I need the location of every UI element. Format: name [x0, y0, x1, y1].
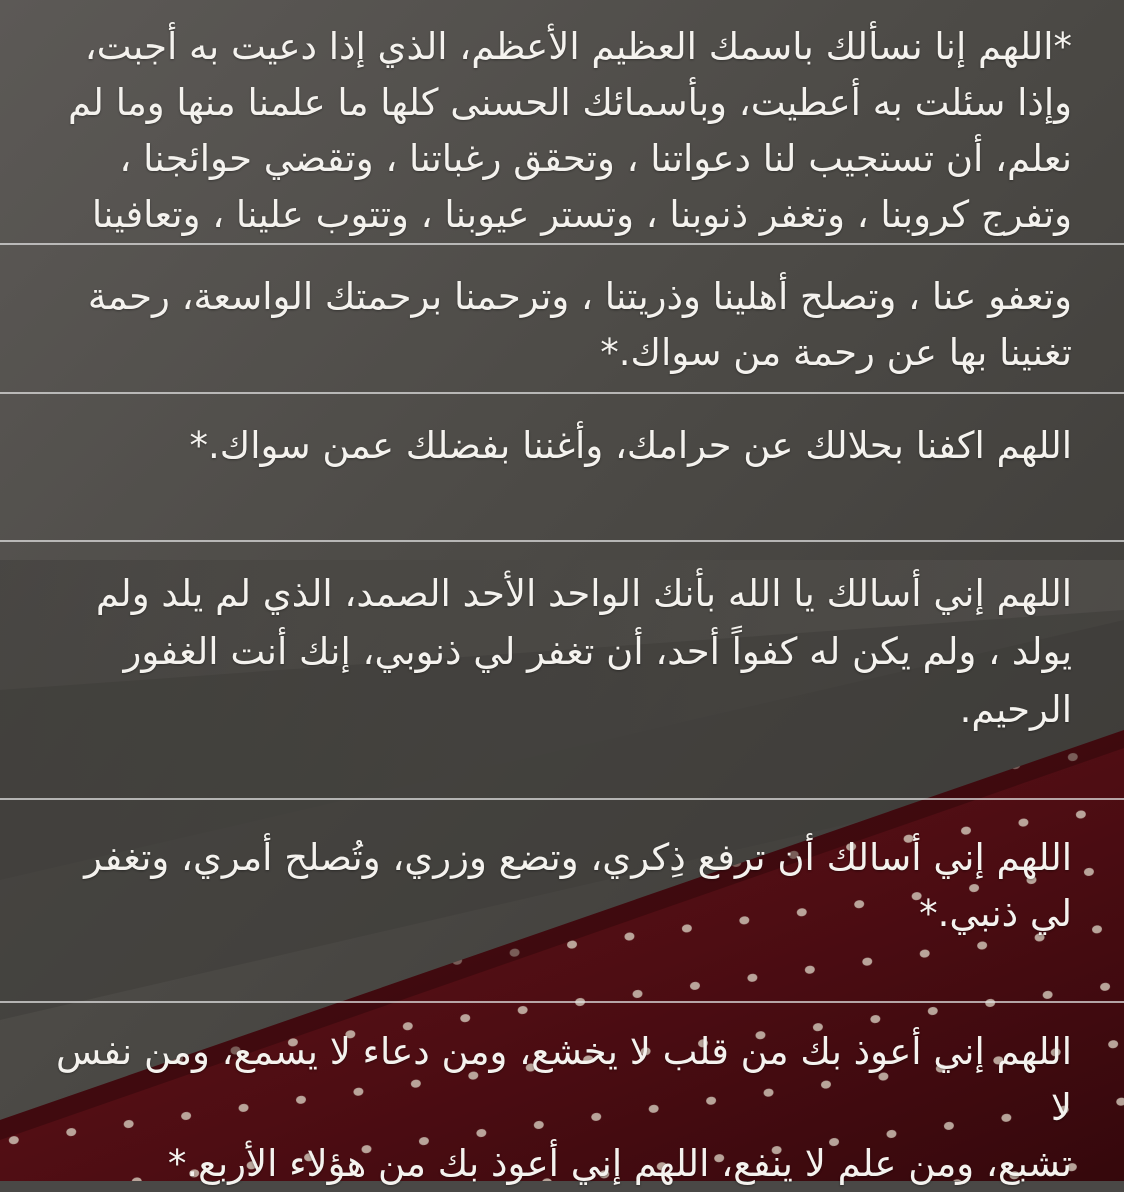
section-divider	[0, 392, 1124, 394]
supplication-4-line-1: اللهم إني أسالك يا الله بأنك الواحد الأحد الصمد، الذي لم يلد ولم	[95, 572, 1072, 615]
supplication-1-line-2: وإذا سئلت به أعطيت، وبأسمائك الحسنى كلها ما علمنا منها وما لم	[68, 81, 1072, 124]
supplication-5	[0, 830, 1124, 942]
supplication-3-line-1: اللهم اكفنا بحلالك عن حرامك، وأغننا بفضلك عمن سواك.*	[189, 424, 1072, 467]
supplication-4-line-2: يولد ، ولم يكن له كفواً أحد، أن تغفر لي ذنوبي، إنك أنت الغفور	[123, 630, 1072, 673]
supplication-6-line-1: اللهم إني أعوذ بك من قلب لا يخشع، ومن دعاء لا يسمع، ومن نفس لا	[56, 1030, 1072, 1129]
supplication-4-text	[48, 565, 1072, 739]
supplication-6	[0, 1024, 1124, 1192]
supplication-5-line-1: اللهم إني أسالك أن ترفع ذِكري، وتضع وزري، وتُصلح أمري، وتغفر	[84, 836, 1072, 879]
section-divider	[0, 540, 1124, 542]
section-divider	[0, 243, 1124, 245]
supplication-4	[0, 565, 1124, 739]
supplication-5-line-2: لي ذنبي.*	[919, 892, 1072, 935]
supplication-1-line-1: *اللهم إنا نسألك باسمك العظيم الأعظم، الذي إذا دعيت به أجبت،	[84, 25, 1072, 68]
supplication-3	[0, 418, 1124, 474]
supplication-3-text	[48, 418, 1072, 474]
supplication-2-line-1: وتعفو عنا ، وتصلح أهلينا وذريتنا ، وترحمنا برحمتك الواسعة، رحمة	[87, 275, 1072, 318]
supplication-2-text	[48, 269, 1072, 381]
supplication-1-line-4: وتفرج كروبنا ، وتغفر ذنوبنا ، وتستر عيوبنا ، وتتوب علينا ، وتعافينا	[91, 193, 1072, 236]
supplication-5-text	[48, 830, 1072, 942]
section-divider	[0, 798, 1124, 800]
supplication-1-text	[48, 19, 1072, 243]
supplication-1-line-3: نعلم، أن تستجيب لنا دعواتنا ، وتحقق رغباتنا ، وتقضي حوائجنا ،	[119, 137, 1072, 180]
supplication-1	[0, 19, 1124, 243]
supplication-2	[0, 269, 1124, 381]
supplication-6-text	[48, 1024, 1072, 1192]
section-divider	[0, 1001, 1124, 1003]
supplication-4-line-3: الرحيم.	[959, 688, 1072, 731]
supplication-6-line-2: تشبع، ومن علم لا ينفع، اللهم إني أعوذ بك من هؤلاء الأربع.*	[167, 1142, 1072, 1185]
supplication-2-line-2: تغنينا بها عن رحمة من سواك.*	[600, 331, 1072, 374]
